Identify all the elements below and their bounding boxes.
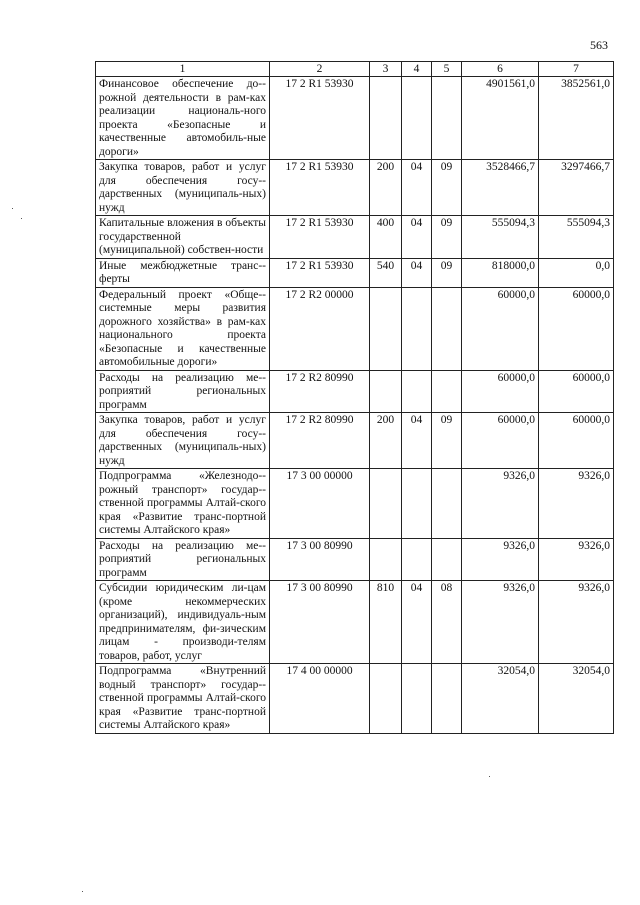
target-code: 17 3 00 80990 [270, 581, 370, 664]
expense-type: 810 [370, 581, 402, 664]
amount-col6: 60000,0 [462, 287, 539, 370]
item-name: Расходы на реализацию ме-роприятий региональных программ [96, 370, 270, 413]
table-row [96, 469, 614, 539]
scan-speck [489, 776, 490, 777]
target-code: 17 2 R1 53930 [270, 258, 370, 287]
table-row [96, 258, 614, 287]
scan-speck [12, 208, 13, 209]
amount-col6: 9326,0 [462, 538, 539, 581]
table-header-row [96, 62, 614, 77]
amount-col7: 9326,0 [539, 469, 614, 539]
amount-col7: 60000,0 [539, 370, 614, 413]
column-header: 4 [402, 62, 432, 77]
subsection-code: 08 [432, 581, 462, 664]
amount-col7: 3297466,7 [539, 160, 614, 216]
amount-col7: 60000,0 [539, 287, 614, 370]
expense-type: 400 [370, 216, 402, 259]
page-number: 563 [590, 38, 608, 52]
table-row [96, 413, 614, 469]
expense-type [370, 664, 402, 734]
expense-type [370, 77, 402, 160]
scan-speck [21, 218, 22, 219]
table-row [96, 287, 614, 370]
column-header: 5 [432, 62, 462, 77]
expense-type [370, 287, 402, 370]
subsection-code [432, 370, 462, 413]
amount-col6: 3528466,7 [462, 160, 539, 216]
item-name: Субсидии юридическим ли-цам (кроме некоммерческих организаций), индивидуаль-ным предпринимателям, фи-зическим лицам - производи-телям товаров, работ, услуг [96, 581, 270, 664]
table-row [96, 664, 614, 734]
section-code: 04 [402, 413, 432, 469]
amount-col7: 32054,0 [539, 664, 614, 734]
section-code [402, 664, 432, 734]
subsection-code: 09 [432, 216, 462, 259]
target-code: 17 2 R1 53930 [270, 216, 370, 259]
item-name: Расходы на реализацию ме-роприятий региональных программ [96, 538, 270, 581]
table-row [96, 160, 614, 216]
target-code: 17 3 00 80990 [270, 538, 370, 581]
amount-col6: 818000,0 [462, 258, 539, 287]
table-row [96, 581, 614, 664]
section-code [402, 538, 432, 581]
amount-col6: 9326,0 [462, 469, 539, 539]
target-code: 17 3 00 00000 [270, 469, 370, 539]
amount-col7: 0,0 [539, 258, 614, 287]
amount-col6: 32054,0 [462, 664, 539, 734]
item-name: Закупка товаров, работ и услуг для обеспечения госу-дарственных (муниципаль-ных) нужд [96, 413, 270, 469]
amount-col6: 555094,3 [462, 216, 539, 259]
section-code: 04 [402, 216, 432, 259]
section-code: 04 [402, 258, 432, 287]
subsection-code: 09 [432, 258, 462, 287]
column-header: 2 [270, 62, 370, 77]
subsection-code [432, 538, 462, 581]
target-code: 17 2 R2 00000 [270, 287, 370, 370]
column-header: 7 [539, 62, 614, 77]
subsection-code [432, 664, 462, 734]
column-header: 3 [370, 62, 402, 77]
column-header: 1 [96, 62, 270, 77]
target-code: 17 4 00 00000 [270, 664, 370, 734]
amount-col7: 9326,0 [539, 538, 614, 581]
target-code: 17 2 R1 53930 [270, 77, 370, 160]
subsection-code [432, 77, 462, 160]
target-code: 17 2 R1 53930 [270, 160, 370, 216]
table-row [96, 538, 614, 581]
amount-col6: 9326,0 [462, 581, 539, 664]
table-row [96, 77, 614, 160]
item-name: Закупка товаров, работ и услуг для обеспечения госу-дарственных (муниципаль-ных) нужд [96, 160, 270, 216]
table-row [96, 216, 614, 259]
expense-type: 540 [370, 258, 402, 287]
amount-col7: 3852561,0 [539, 77, 614, 160]
section-code: 04 [402, 581, 432, 664]
target-code: 17 2 R2 80990 [270, 413, 370, 469]
section-code [402, 287, 432, 370]
target-code: 17 2 R2 80990 [270, 370, 370, 413]
subsection-code: 09 [432, 160, 462, 216]
budget-table [95, 61, 614, 734]
section-code [402, 469, 432, 539]
item-name: Иные межбюджетные транс-ферты [96, 258, 270, 287]
amount-col7: 555094,3 [539, 216, 614, 259]
expense-type [370, 538, 402, 581]
item-name: Федеральный проект «Обще-системные меры развития дорожного хозяйства» в рам-ках национального проекта «Безопасные и качественные автомобильные дороги» [96, 287, 270, 370]
column-header: 6 [462, 62, 539, 77]
amount-col6: 60000,0 [462, 413, 539, 469]
expense-type: 200 [370, 413, 402, 469]
section-code [402, 77, 432, 160]
amount-col6: 4901561,0 [462, 77, 539, 160]
scan-speck [82, 891, 83, 892]
item-name: Подпрограмма «Внутренний водный транспорт» государ-ственной программы Алтай-ского края «Развитие транс-портной системы Алтайского края» [96, 664, 270, 734]
amount-col7: 9326,0 [539, 581, 614, 664]
subsection-code: 09 [432, 413, 462, 469]
table-row [96, 370, 614, 413]
expense-type: 200 [370, 160, 402, 216]
expense-type [370, 469, 402, 539]
item-name: Капитальные вложения в объекты государственной (муниципальной) собствен-ности [96, 216, 270, 259]
amount-col6: 60000,0 [462, 370, 539, 413]
expense-type [370, 370, 402, 413]
subsection-code [432, 287, 462, 370]
section-code [402, 370, 432, 413]
amount-col7: 60000,0 [539, 413, 614, 469]
item-name: Финансовое обеспечение до-рожной деятельности в рам-ках реализации националь-ного проекта «Безопасные и качественные автомобиль-ные дороги» [96, 77, 270, 160]
section-code: 04 [402, 160, 432, 216]
subsection-code [432, 469, 462, 539]
item-name: Подпрограмма «Железнодо-рожный транспорт» государ-ственной программы Алтай-ского края «Развитие транс-портной системы Алтайского края» [96, 469, 270, 539]
